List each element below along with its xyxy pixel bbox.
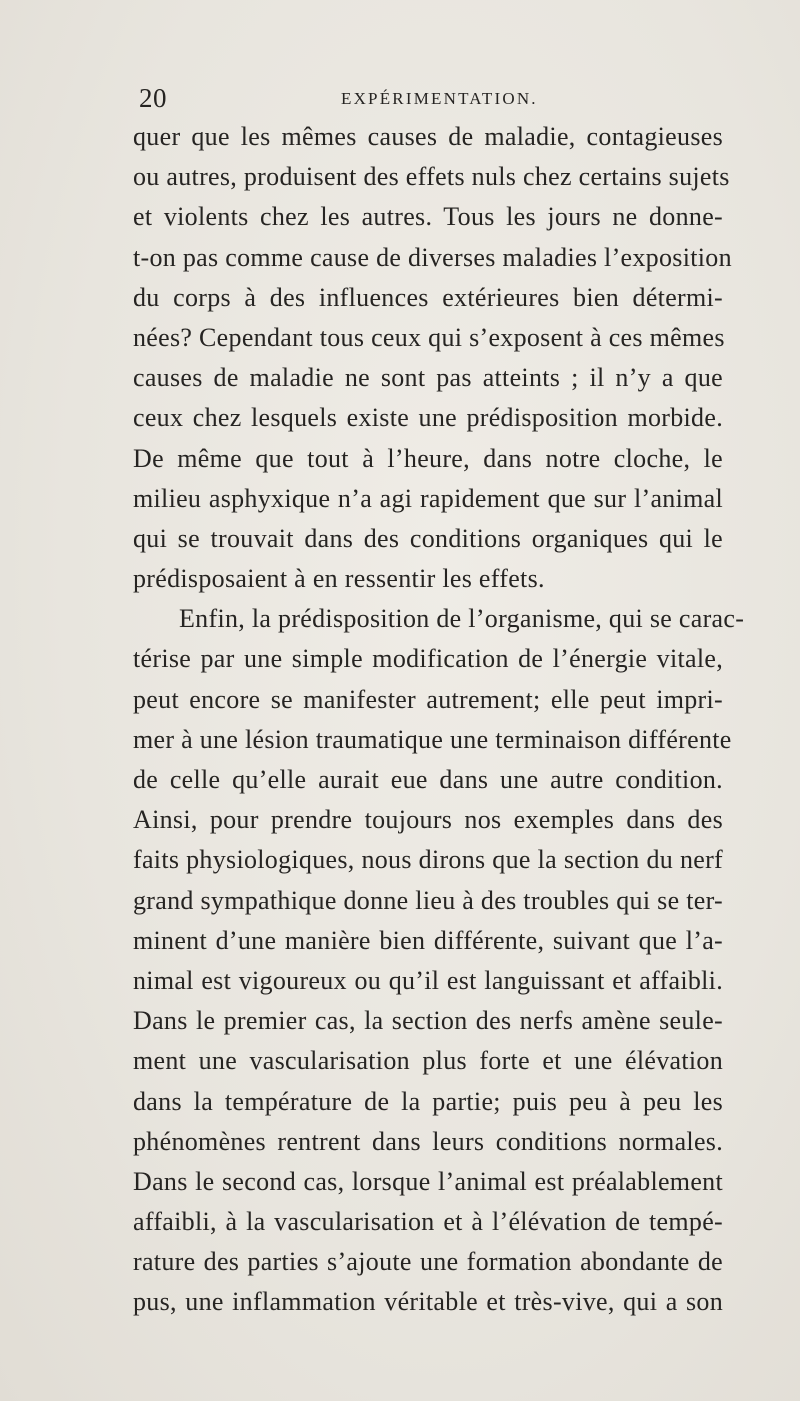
page-number: 20 [139, 83, 167, 113]
text-line: ment une vascularisation plus forte et une élévation [133, 1046, 723, 1076]
text-line: pus, une inflammation véritable et très-vive, qui a son [133, 1287, 723, 1317]
text-line: nées? Cependant tous ceux qui s’exposent à ces mêmes [133, 322, 725, 352]
text-line: t-on pas comme cause de diverses maladies l’exposition [133, 242, 732, 272]
text-line: ceux chez lesquels existe une prédisposition morbide. [133, 403, 723, 433]
paragraph-last-line: prédisposaient à en ressentir les effets. [133, 564, 545, 594]
text-line: de celle qu’elle aurait eue dans une autre condition. [133, 765, 723, 794]
text-line: faits physiologiques, nous dirons que la section du nerf [133, 845, 723, 875]
text-line: Dans le second cas, lorsque l’animal est préalablement [133, 1166, 723, 1196]
paragraph-first-line: Enfin, la prédisposition de l’organisme, qui se carac- [179, 604, 745, 634]
text-line: phénomènes rentrent dans leurs conditions normales. [133, 1126, 723, 1156]
text-line: minent d’une manière bien différente, suivant que l’a- [133, 925, 723, 955]
page-header [133, 83, 713, 113]
text-line: grand sympathique donne lieu à des troubles qui se ter- [133, 885, 723, 915]
text-line: Dans le premier cas, la section des nerfs amène seule- [133, 1006, 723, 1036]
text-line: quer que les mêmes causes de maladie, contagieuses [133, 122, 723, 151]
text-line: du corps à des influences extérieures bien détermi- [133, 282, 723, 312]
running-head: EXPÉRIMENTATION. [341, 89, 538, 108]
text-line: qui se trouvait dans des conditions organiques qui le [133, 523, 723, 553]
text-line: milieu asphyxique n’a agi rapidement que sur l’animal [133, 483, 723, 513]
text-line: De même que tout à l’heure, dans notre cloche, le [133, 443, 723, 473]
text-line: térise par une simple modification de l’énergie vitale, [133, 644, 723, 674]
text-line: et violents chez les autres. Tous les jours ne donne- [133, 202, 723, 232]
text-line: rature des parties s’ajoute une formation abondante de [133, 1247, 723, 1277]
text-line: Ainsi, pour prendre toujours nos exemples dans des [133, 805, 723, 835]
text-line: mer à une lésion traumatique une terminaison différente [133, 724, 732, 754]
text-line: nimal est vigoureux ou qu’il est languissant et affaibli. [133, 965, 723, 995]
text-line: affaibli, à la vascularisation et à l’élévation de tempé- [133, 1207, 723, 1237]
text-line: causes de maladie ne sont pas atteints ; il n’y a que [133, 363, 723, 393]
text-line: ou autres, produisent des effets nuls chez certains sujets [133, 162, 730, 192]
text-line: dans la température de la partie; puis peu à peu les [133, 1086, 723, 1116]
body-text [133, 117, 745, 1323]
text-line: peut encore se manifester autrement; elle peut impri- [133, 684, 723, 714]
